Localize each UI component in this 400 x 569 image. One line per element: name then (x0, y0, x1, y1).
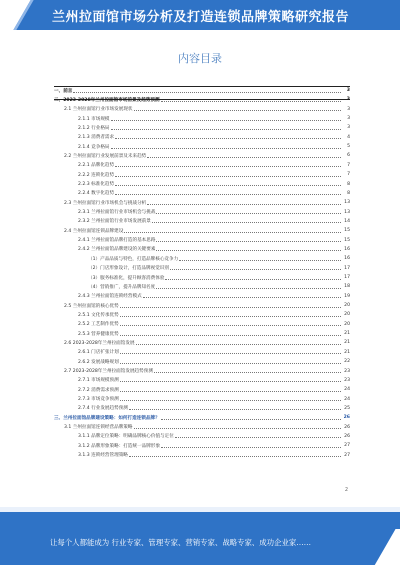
toc-entry-label: （2）门店形象设计，打造品牌视觉识别 (88, 266, 170, 272)
toc-entry[interactable] (54, 123, 350, 132)
toc-entry-label: 2.7.2 消费需求预测 (78, 387, 119, 393)
toc-entry[interactable] (54, 423, 350, 432)
toc-leader-dots (120, 359, 341, 364)
toc-entry[interactable] (54, 451, 350, 460)
toc-entry-page: 26 (344, 433, 350, 439)
toc-entry-page: 20 (344, 312, 350, 318)
header-bar (0, 0, 400, 30)
toc-leader-dots (111, 125, 341, 130)
toc-entry[interactable] (54, 441, 350, 450)
toc-entry[interactable] (54, 180, 350, 189)
toc-entry-page: 23 (344, 377, 350, 383)
toc-leader-dots (120, 331, 341, 336)
toc-entry-label: 2.7.1 市场规模预测 (78, 378, 119, 384)
page-number: 2 (344, 487, 348, 493)
toc-entry[interactable] (54, 217, 350, 226)
toc-leader-dots (115, 162, 341, 167)
toc-entry-label: 2.5.3 营养健康优势 (78, 331, 119, 337)
toc-entry-page: 14 (344, 218, 350, 224)
toc-entry[interactable] (54, 86, 350, 95)
toc-entry-page: 17 (344, 275, 350, 280)
toc-entry-page: 5 (347, 144, 350, 150)
toc-entry[interactable] (54, 114, 350, 123)
toc-entry-page: 27 (344, 452, 350, 458)
toc-entry-page: 25 (344, 405, 350, 411)
toc-entry[interactable] (54, 310, 350, 319)
toc-entry-page: 8 (347, 181, 350, 187)
toc-entry[interactable] (54, 432, 350, 441)
toc-entry-label: 2.5.2 工艺制作优势 (78, 322, 119, 328)
toc-leader-dots (111, 144, 341, 149)
toc-entry-page: 20 (344, 303, 350, 309)
toc-entry-label: 2.5.1 文化传承优势 (78, 312, 119, 318)
toc-leader-dots (175, 433, 341, 438)
toc-leader-dots (165, 275, 341, 280)
toc-entry-label: 2.3 兰州拉面馆行业市场机会与挑战分析 (64, 200, 147, 206)
toc-entry-page: 4 (347, 134, 350, 140)
toc-entry-page: 17 (344, 265, 350, 271)
toc-entry[interactable] (54, 404, 350, 413)
toc-leader-dots (115, 172, 341, 177)
toc-leader-dots (115, 190, 341, 195)
toc-leader-dots (120, 303, 341, 308)
toc-entry-label: （4）营销推广，提升品牌知名度 (88, 284, 156, 290)
toc-leader-dots (147, 153, 341, 158)
toc-leader-dots (156, 246, 341, 251)
footer-bar (0, 507, 400, 565)
toc-leader-dots (161, 443, 341, 448)
toc-entry-label: 2.1.3 消费者需求 (78, 135, 115, 141)
toc-entry-label: 2.3.2 兰州拉面馆行业市场发展前景 (78, 219, 151, 225)
toc-entry-label: 2.4.2 兰州拉面馆品牌建设的关键要素 (78, 247, 156, 253)
toc-leader-dots (136, 340, 341, 345)
toc-entry[interactable] (54, 105, 350, 114)
toc-entry[interactable] (54, 264, 350, 273)
toc-entry[interactable] (54, 395, 350, 404)
toc-entry[interactable] (54, 273, 350, 282)
toc-entry[interactable] (54, 161, 350, 170)
toc-leader-dots (120, 321, 341, 326)
toc-entry-label: 3.1 兰州拉面馆连锁经营品牌策略 (64, 425, 133, 431)
toc-leader-dots (73, 88, 341, 93)
toc-entry-label: 2.3.1 兰州拉面馆行业市场机会与挑战 (78, 210, 156, 216)
toc-entry-page: 26 (343, 415, 350, 421)
toc-entry-label: 一、前言 (54, 88, 73, 94)
toc-entry-label: 2.2.3 标准化趋势 (78, 182, 115, 187)
toc-entry-label: 2.2 兰州拉面馆行业发展前景及未来趋势 (64, 153, 147, 159)
toc-entry[interactable] (54, 208, 350, 217)
toc-entry-label: 2.5 兰州拉面馆的核心优势 (64, 303, 119, 309)
toc-entry-page: 3 (347, 106, 350, 112)
toc-entry[interactable] (54, 367, 350, 376)
toc-leader-dots (111, 116, 341, 121)
toc-entry[interactable] (54, 245, 350, 254)
toc-leader-dots (170, 265, 341, 270)
toc-leader-dots (161, 415, 341, 420)
toc-entry[interactable] (54, 320, 350, 329)
toc-entry-page: 21 (344, 331, 350, 337)
toc-leader-dots (120, 396, 341, 401)
toc-entry-label: 2.1.4 竞争格局 (78, 144, 110, 150)
toc-entry-page: 23 (344, 368, 350, 374)
toc-entry-label: 2.1.2 行业格局 (78, 125, 110, 131)
toc-entry-label: 2.4 兰州拉面馆连锁品牌建设 (64, 228, 124, 234)
toc-leader-dots (156, 237, 341, 242)
toc-entry-label: 3.1.2 品牌形象策略：打造统一品牌形象 (78, 443, 161, 449)
toc-entry-label: 3.1.1 品牌定位策略：明确品牌核心价值与定位 (78, 434, 174, 440)
toc-entry[interactable] (54, 133, 350, 142)
toc-entry-page: 24 (344, 387, 350, 393)
footer-strip (0, 507, 400, 512)
toc-leader-dots (156, 209, 341, 214)
toc-entry-label: 2.6.1 门店扩张计划 (78, 350, 119, 356)
toc-entry[interactable] (54, 151, 350, 160)
toc-entry-label: 2.1.1 市场规模 (78, 116, 110, 122)
toc-entry-label: 二、2023-2028年兰州拉面馆市场前景及趋势预测 (54, 97, 160, 103)
toc-leader-dots (152, 218, 341, 223)
toc-leader-dots (115, 134, 341, 139)
toc-leader-dots (120, 387, 341, 392)
toc-leader-dots (120, 312, 341, 317)
toc-entry[interactable] (54, 413, 350, 422)
toc-leader-dots (154, 368, 341, 373)
toc-entry-label: 三、兰州拉面馆品牌建设策略：如何打造连锁品牌？ (54, 415, 160, 421)
toc-entry[interactable] (54, 236, 350, 245)
toc-entry-label: 2.7.4 行业发展趋势预测 (78, 406, 128, 412)
toc-entry-page: 19 (344, 293, 350, 299)
toc-entry-page: 26 (344, 424, 350, 430)
toc-entry-label: 3.1.3 连锁经营管理策略 (78, 453, 128, 459)
toc-entry-label: 2.2.1 品牌化趋势 (78, 163, 115, 169)
footer-slogan: 让每个人都能成为 行业专家、管理专家、营销专家、战略专家、成功企业家…… (50, 538, 312, 547)
toc-entry[interactable] (54, 292, 350, 301)
toc-entry-label: 2.7 2023-2028年兰州拉面馆发展趋势预测 (64, 369, 153, 374)
toc-entry-page: 15 (344, 228, 350, 234)
toc-entry-label: 2.4.3 兰州拉面馆连锁经营模式 (78, 294, 142, 300)
toc-entry[interactable] (54, 338, 350, 347)
toc-entry-page: 20 (344, 321, 350, 327)
toc-entry-page: 21 (344, 340, 350, 346)
toc-leader-dots (120, 349, 341, 354)
toc-entry[interactable] (54, 357, 350, 366)
toc-entry[interactable] (54, 301, 350, 310)
toc-entry-page: 7 (347, 162, 350, 168)
report-title: 兰州拉面馆市场分析及打造连锁品牌策略研究报告 (52, 10, 350, 25)
toc-entry[interactable] (54, 189, 350, 198)
toc-entry-page: 13 (344, 209, 350, 215)
toc-leader-dots (120, 377, 341, 382)
toc-leader-dots (179, 256, 341, 261)
toc-entry-page: 15 (344, 237, 350, 243)
toc-entry-page: 3 (346, 97, 350, 103)
toc-entry-page: 16 (344, 246, 350, 252)
toc-entry-page: 24 (344, 396, 350, 402)
toc-entry-label: （3）服务标准化，提升顾客消费体验 (88, 275, 165, 281)
toc-entry-page: 27 (344, 443, 350, 449)
toc-entry[interactable] (54, 142, 350, 151)
toc-leader-dots (124, 228, 341, 233)
toc-entry[interactable] (54, 282, 350, 291)
toc-entry-label: 2.7.3 市场竞争预测 (78, 397, 119, 403)
toc-entry-page: 21 (344, 349, 350, 355)
footer-decoration (372, 529, 400, 569)
toc-entry-page: 22 (344, 359, 350, 365)
toc-leader-dots (156, 284, 341, 289)
toc-entry-label: 2.6 2023-2028年兰州拉面馆发展 (64, 340, 135, 346)
toc-entry-page: 18 (344, 284, 350, 290)
toc-leader-dots (147, 200, 341, 205)
toc-entry-label: 2.6.2 发展战略规划 (78, 359, 119, 365)
toc-leader-dots (129, 405, 341, 410)
toc-entry[interactable] (54, 376, 350, 385)
toc-entry[interactable] (54, 329, 350, 338)
toc-entry[interactable] (54, 348, 350, 357)
toc-entry[interactable] (54, 95, 350, 104)
toc-entry[interactable] (54, 385, 350, 394)
toc-entry-label: （1）产品品质与特色，打造品牌核心竞争力 (88, 256, 179, 262)
toc-entry-page: 3 (346, 88, 350, 93)
toc-heading: 内容目录 (178, 52, 222, 65)
toc-entry-page: 3 (347, 125, 350, 131)
toc-entry-label: 2.4.1 兰州拉面馆品牌打造的基本思路 (78, 238, 156, 244)
toc-leader-dots (134, 424, 342, 429)
toc-entry-page: 3 (347, 116, 350, 122)
toc-entry-label: 2.2.2 连锁化趋势 (78, 172, 115, 178)
toc-leader-dots (129, 452, 341, 457)
toc-leader-dots (161, 97, 341, 102)
toc-entry-page: 16 (344, 256, 350, 262)
toc-entry[interactable] (54, 226, 350, 235)
toc-entry-page: 8 (347, 190, 350, 196)
toc-entry-page: 7 (347, 172, 350, 178)
toc-leader-dots (134, 106, 342, 111)
toc-leader-dots (115, 181, 341, 186)
toc-entry-label: 2.1 兰州拉面馆行业市场发展现状 (64, 107, 133, 113)
toc-entry[interactable] (54, 170, 350, 179)
toc-entry[interactable] (54, 254, 350, 263)
toc-leader-dots (143, 293, 341, 298)
toc-entry-page: 6 (347, 153, 350, 159)
toc-entry-page: 13 (344, 200, 350, 206)
toc-entry-label: 2.2.4 数字化趋势 (78, 191, 115, 197)
toc-entry[interactable] (54, 198, 350, 207)
